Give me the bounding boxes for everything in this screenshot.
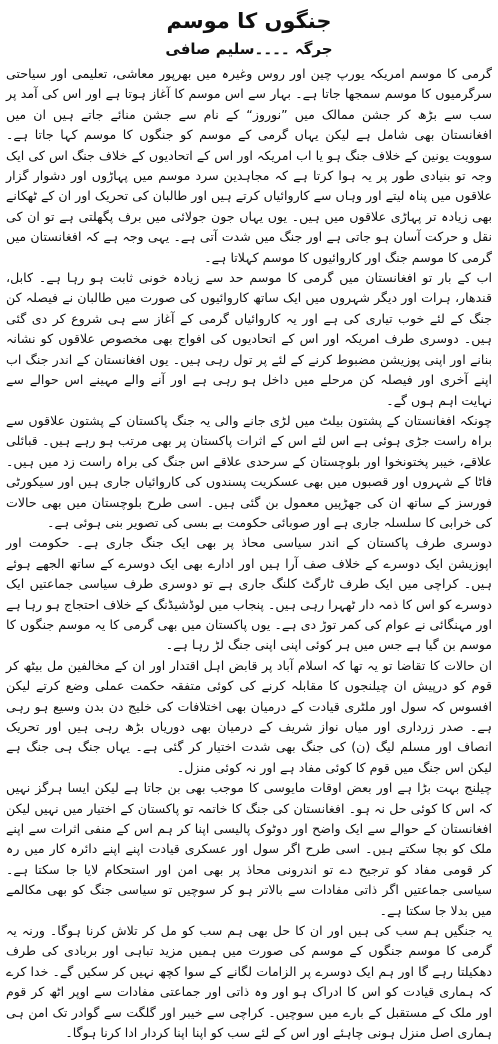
column-byline: جرگہ ۔۔۔۔سلیم صافی (165, 40, 333, 58)
body-paragraph: چونکہ افغانستان کے پشتون بیلٹ میں لڑی جانے والی یہ جنگ پاکستان کے پشتون علاقوں سے براہ راست جڑی ہوئی ہے اس لئے اس کے اثرات پاکستان پر بھی مرتب ہو رہے ہیں۔ قبائلی علاقے، خیبر پختونخوا اور بلوچستان کے سرحدی علاقے اس جنگ کی براہ راست زد میں ہیں۔ فاٹا کے شہروں اور قصبوں میں بھی عسکریت پسندوں کی کاروائیاں جاری ہیں اور سیکورٹی فورسز کے ساتھ ان کی جھڑپیں معمول بن گئی ہیں۔ اسی طرح بلوچستان میں بھی حالات کی خرابی کا سلسلہ جاری ہے اور صوبائی حکومت بے بسی کی تصویر بنی ہوئی ہے۔ (6, 412, 492, 530)
column-title: جنگوں کا موسم (166, 9, 332, 33)
body-paragraph: ان حالات کا تقاضا تو یہ تھا کہ اسلام آباد پر قابض اہل اقتدار اور ان کے مخالفین مل بیٹھ کر قوم کو درپیش ان چیلنجوں کا مقابلہ کرنے کی کوئی متفقہ حکمت عملی وضع کرتے لیکن افسوس کہ سول اور ملٹری قیادت کے درمیان بھی اختلافات کی خلیج دن بدن وسیع ہو رہی ہے۔ صدر زرداری اور میاں نواز شریف کے درمیان بھی دوریاں بڑھ رہی ہیں اور تحریک انصاف اور مسلم لیگ (ن) کی جنگ بھی شدت اختیار کر گئی ہے۔ یہاں جنگ ہی جنگ ہے لیکن اس جنگ میں قوم کا کوئی مفاد ہے اور نہ کوئی منزل۔ (6, 657, 492, 775)
body-paragraph: اب کے بار تو افغانستان میں گرمی کا موسم حد سے زیادہ خونی ثابت ہو رہا ہے۔ کابل، قندھار، ہرات اور دیگر شہروں میں ایک ساتھ کاروائیوں کی صورت میں طالبان نے فیصلہ کن جنگ کے لئے خوب تیاری کی ہے اور یہ کاروائیاں گرمی کے آغاز سے ہی شروع کر دی گئی ہیں۔ دوسری طرف امریکہ اور اس کے اتحادیوں کی افواج بھی مخصوص علاقوں کو نشانہ بنانے اور اپنی پوزیشن مضبوط کرنے کے لئے پر تول رہی ہیں۔ یوں افغانستان کے اندر جنگ اب اپنے آخری اور فیصلہ کن مرحلے میں داخل ہو رہی ہے اور آنے والے مہینے اس حوالے سے نہایت اہم ہوں گے۔ (6, 270, 492, 408)
body-paragraph: چیلنج بہت بڑا ہے اور بعض اوقات مایوسی کا موجب بھی بن جاتا ہے لیکن ایسا ہرگز نہیں کہ اس کا کوئی حل نہ ہو۔ افغانستان کی جنگ کا خاتمہ تو پاکستان کے اختیار میں نہیں لیکن افغانستان کے حوالے سے ایک واضح اور دوٹوک پالیسی اپنا کر ہم اس کے منفی اثرات سے اپنے ملک کو بچا سکتے ہیں۔ اسی طرح اگر سول اور عسکری قیادت اپنے اپنے دائرہ کار میں رہ کر قومی مفاد کو ترجیح دے تو اندرونی محاذ پر بھی امن اور استحکام لایا جا سکتا ہے۔ سیاسی جماعتیں اگر ذاتی مفادات سے بالاتر ہو کر سوچیں تو سیاسی جنگ کو بھی مکالمے میں بدلا جا سکتا ہے۔ (6, 780, 492, 918)
body-paragraph: دوسری طرف پاکستان کے اندر سیاسی محاذ پر بھی ایک جنگ جاری ہے۔ حکومت اور اپوزیشن ایک دوسرے کے خلاف صف آرا ہیں اور ادارے بھی ایک دوسرے کے ساتھ الجھے ہوئے ہیں۔ کراچی میں ایک طرف ٹارگٹ کلنگ جاری ہے تو دوسری طرف سیاسی جماعتیں ایک دوسرے کو اس کا ذمہ دار ٹھہرا رہی ہیں۔ پنجاب میں لوڈشیڈنگ کے خلاف احتجاج ہو رہا ہے اور مہنگائی نے عوام کی کمر توڑ دی ہے۔ یوں پاکستان میں بھی گرمی کا یہ موسم جنگوں کا موسم بن گیا ہے جس میں ہر کوئی اپنی اپنی جنگ لڑ رہا ہے۔ (6, 535, 492, 653)
body-paragraph: یہ جنگیں ہم سب کی ہیں اور ان کا حل بھی ہم سب کو مل کر تلاش کرنا ہوگا۔ ورنہ یہ گرمی کا موسم جنگوں کے موسم کی صورت میں ہمیں مزید تباہی اور بربادی کی طرف دھکیلتا رہے گا اور ہم ایک دوسرے پر الزامات لگانے کے سوا کچھ نہیں کر سکیں گے۔ خدا کرے کہ ہماری قیادت کو اس کا ادراک ہو اور وہ ذاتی اور جماعتی مفادات سے اوپر اٹھ کر قوم اور ملک کے مستقبل کے بارے میں سوچیں۔ کراچی سے خیبر اور گلگت سے گوادر تک امن ہی ہماری اصل منزل ہونی چاہئے اور اس کے لئے سب کو اپنا اپنا کردار ادا کرنا ہوگا۔ (6, 923, 492, 1041)
column-body (6, 64, 492, 1041)
body-paragraph: گرمی کا موسم امریکہ یورپ چین اور روس وغیرہ میں بھرپور معاشی، تعلیمی اور سیاحتی سرگرمیوں کا موسم سمجھا جاتا ہے۔ بہار سے اس موسم کا آغاز ہوتا ہے اور اس کی آمد پر سب سے بڑھ کر جشن ممالک میں ”نوروز“ کے نام سے جشن منائے جاتے ہیں ان میں افغانستان بھی شامل ہے لیکن یہاں گرمی کے موسم کو جنگوں کا موسم کہا جاتا ہے۔ سوویت یونین کے خلاف جنگ ہو یا اب امریکہ اور اس کے اتحادیوں کے خلاف جنگ اس کی ایک وجہ تو بنیادی طور پر یہ ہوا کرتا ہے کہ مجاہدین سرد موسم میں پہاڑوں اور دشوار گزار علاقوں میں پناہ لیتے اور وہاں سے کاروائیاں کرتے ہیں اور طالبان کی تحریک اور ان کے ٹھکانے بھی زیادہ تر پہاڑی علاقوں میں ہیں۔ یوں یہاں جون جولائی میں برف پگھلتی ہے تو ان کی نقل و حرکت آسان ہو جاتی ہے اور جنگ میں شدت آتی ہے۔ یہی وجہ ہے کہ افغانستان میں گرمی کا موسم جنگ اور کاروائیوں کا موسم کہلاتا ہے۔ (6, 66, 492, 265)
